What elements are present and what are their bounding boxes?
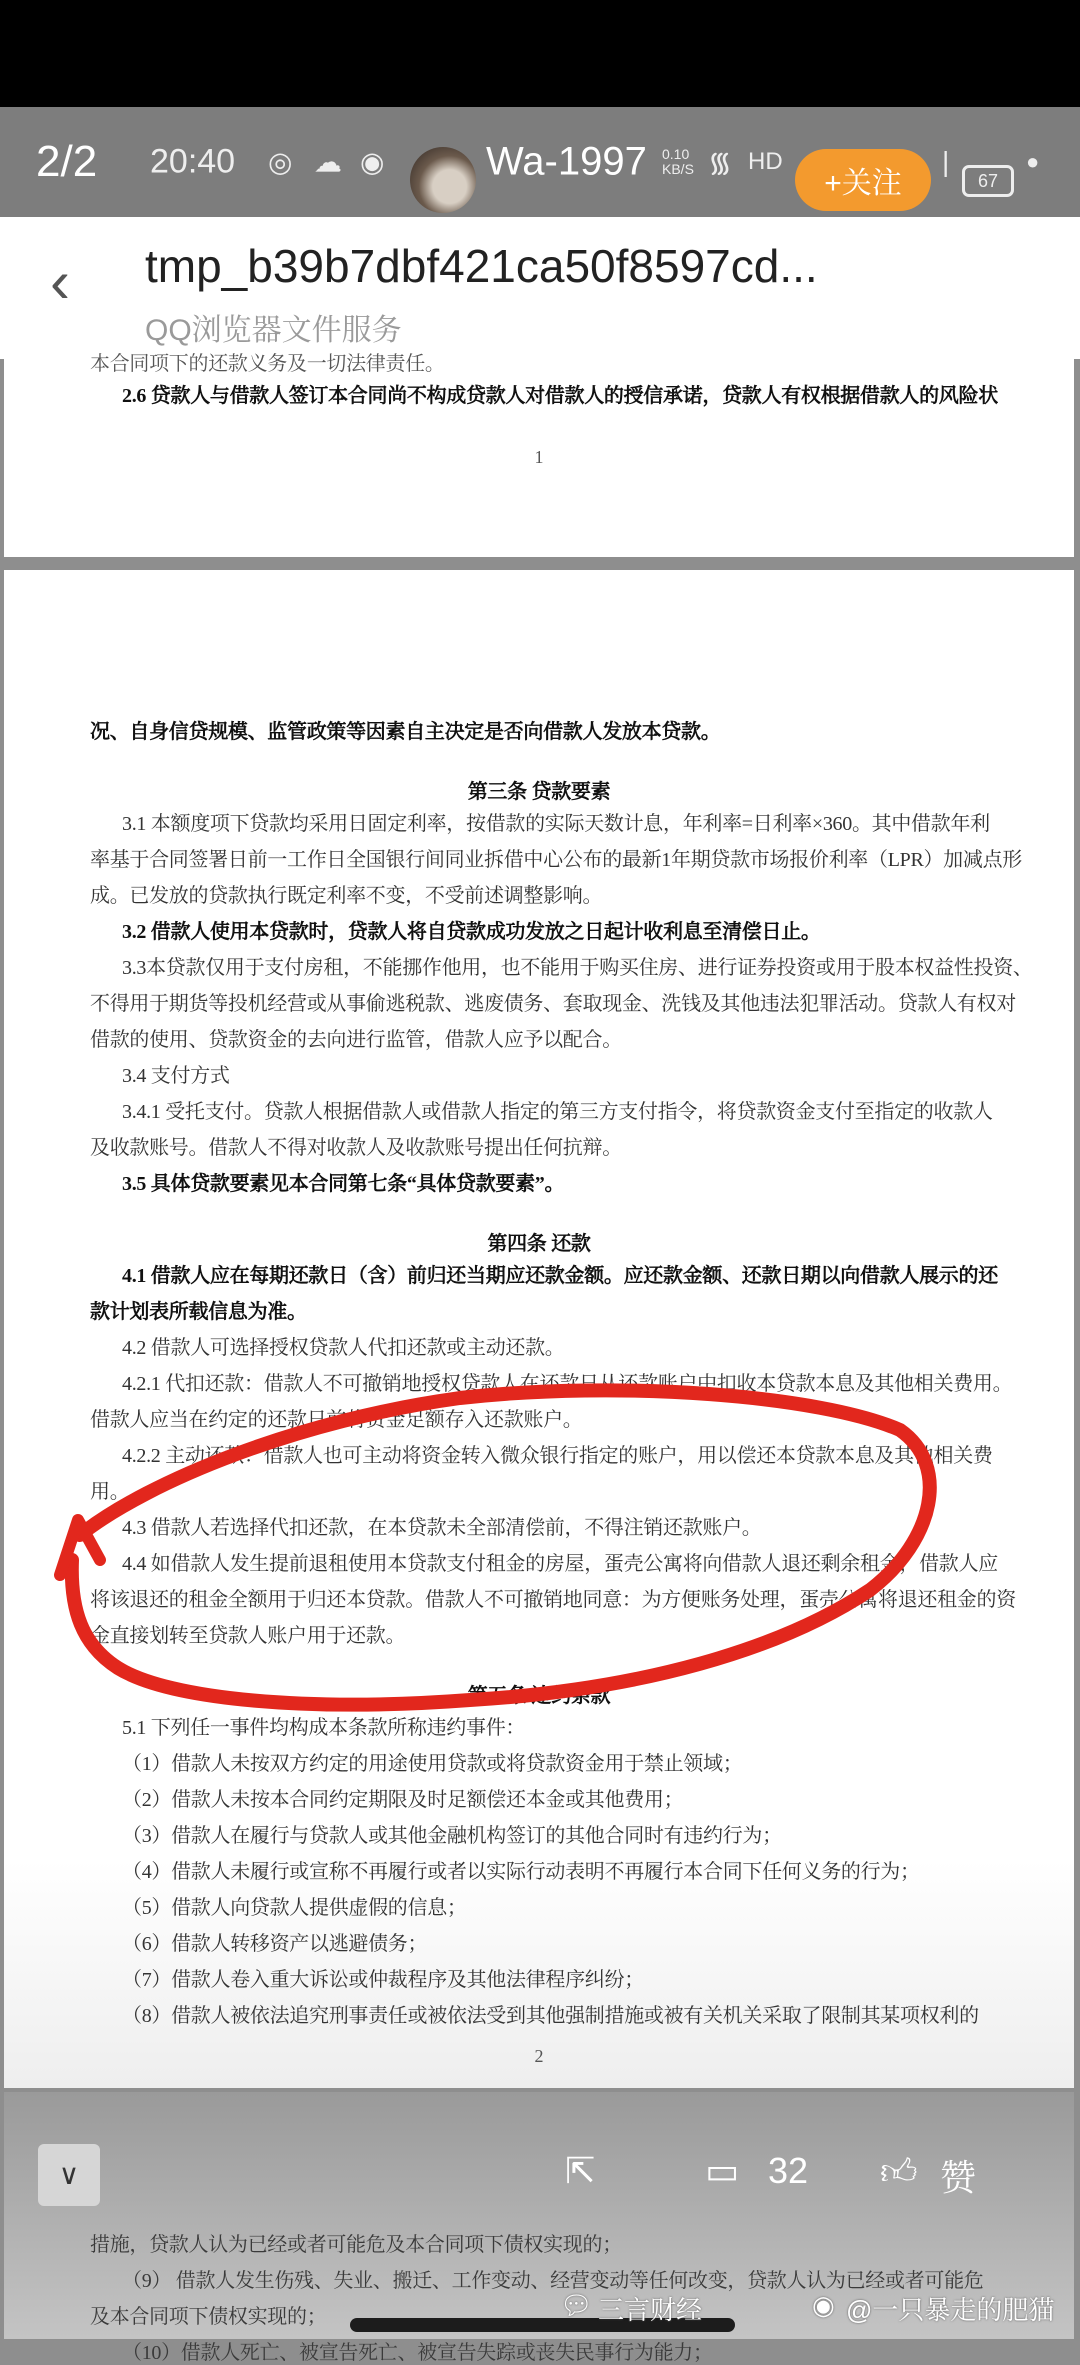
page-line: （8）借款人被依法追究刑事责任或被依法受到其他强制措施或被有关机关采取了限制其某项权利的 [122, 2005, 979, 2027]
page-number: 2 [534, 2046, 544, 2066]
browser-header [0, 217, 1080, 359]
page-line: 3.5 具体贷款要素见本合同第七条“具体贷款要素”。 [122, 1173, 565, 1195]
page-line: 4.4 如借款人发生提前退租使用本贷款支付租金的房屋，蛋壳公寓将向借款人退还剩余租金，借款人应 [122, 1553, 998, 1575]
avatar[interactable] [410, 147, 476, 213]
weibo-logo-icon: ◉ [812, 2290, 835, 2320]
net-speed: 0.10 KB/S [662, 146, 694, 177]
section-heading: 第五条 违约条款 [467, 1685, 611, 1707]
clock: 20:40 [150, 142, 236, 181]
section-heading: 第三条 贷款要素 [467, 781, 611, 803]
page-line: 4.3 借款人若选择代扣还款，在本贷款未全部清偿前，不得注销还款账户。 [122, 1517, 762, 1539]
page-line: 3.2 借款人使用本贷款时，贷款人将自贷款成功发放之日起计收利息至清偿日止。 [122, 921, 821, 943]
page-line: 5.1 下列任一事件均构成本条款所称违约事件： [122, 1717, 526, 1739]
network-type: HD [748, 148, 783, 175]
page-line: 4.2.2 主动还款：借款人也可主动将资金转入微众银行指定的账户，用以偿还本贷款本息及其他相关费 [122, 1445, 993, 1467]
follow-button[interactable]: +关注 [795, 149, 931, 211]
document-page-1 [4, 353, 1074, 557]
page-line: 3.4.1 受托支付。贷款人根据借款人或借款人指定的第三方支付指令，将贷款资金支付至指定的收款人 [122, 1101, 993, 1123]
weibo-notification-icon: ◎ [268, 146, 293, 178]
dot-icon: ● [1026, 149, 1040, 174]
page-line: （2）借款人未按本合同约定期限及时足额偿还本金或其他费用； [122, 1789, 684, 1811]
file-service-subtitle: QQ浏览器文件服务 [145, 314, 402, 347]
page-line: 金直接划转至贷款人账户用于还款。 [90, 1625, 406, 1647]
weibo-icon: ◉ [360, 146, 385, 178]
signal-icon: | [942, 146, 950, 177]
page-line: 将该退还的租金全额用于归还本贷款。借款人不可撤销地同意：为方便账务处理，蛋壳公寓将退还租金的资 [90, 1589, 1016, 1611]
page-line: （4）借款人未履行或宣称不再履行或者以实际行动表明不再履行本合同下任何义务的行为； [122, 1861, 920, 1883]
watermark-weibo: @一只暴走的肥猫 [846, 2295, 1055, 2325]
watermark-wechat: 三言财经 [598, 2295, 703, 2325]
page-line: 4.2 借款人可选择授权贷款人代扣还款或主动还款。 [122, 1337, 565, 1359]
page-line: 4.1 借款人应在每期还款日（含）前归还当期应还款金额。应还款金额、还款日期以向借款人展示的还 [122, 1265, 998, 1287]
file-title: tmp_b39b7dbf421ca50f8597cd... [145, 240, 818, 292]
page-line: （9） 借款人发生伤残、失业、搬迁、工作变动、经营变动等任何改变，贷款人认为已经或者可能危 [122, 2270, 984, 2292]
section-heading: 第四条 还款 [487, 1233, 591, 1255]
page-line: （5）借款人向贷款人提供虚假的信息； [122, 1897, 467, 1919]
page-line: （1）借款人未按双方约定的用途使用贷款或将贷款资金用于禁止领域； [122, 1753, 743, 1775]
top-black-band [0, 0, 1080, 107]
page-line: （3）借款人在履行与贷款人或其他金融机构签订的其他合同时有违约行为； [122, 1825, 782, 1847]
collapse-button[interactable] [38, 2144, 100, 2206]
thumbs-up-icon[interactable]: 👍︎ [880, 2151, 918, 2192]
image-counter: 2/2 [36, 137, 98, 186]
wifi-icon: ᯾ [708, 147, 732, 178]
page-line: 及收款账号。借款人不得对收款人及收款账号提出任何抗辩。 [90, 1137, 622, 1159]
page-line: 4.2.1 代扣还款：借款人不可撤销地授权贷款人在还款日从还款账户中扣收本贷款本息及其他相关费用。 [122, 1373, 1013, 1395]
back-arrow-icon[interactable]: ‹ [50, 248, 70, 315]
share-icon[interactable]: ⇱ [565, 2150, 596, 2191]
page-line: （6）借款人转移资产以逃避债务； [122, 1933, 428, 1955]
page-line: 3.1 本额度项下贷款均采用日固定利率，按借款的实际天数计息，年利率=日利率×360。其中借款年利 [122, 813, 990, 835]
page-line: 率基于合同签署日前一工作日全国银行间同业拆借中心公布的最新1年期贷款市场报价利率（LPR）加减点形 [90, 849, 1022, 871]
page-line: 不得用于期货等投机经营或从事偷逃税款、逃废债务、套取现金、洗钱及其他违法犯罪活动。贷款人有权对 [90, 993, 1016, 1015]
page-line: 况、自身信贷规模、监管政策等因素自主决定是否向借款人发放本贷款。 [90, 721, 721, 743]
page-line: 3.3本贷款仅用于支付房租，不能挪作他用，也不能用于购买住房、进行证券投资或用于股本权益性投资、 [122, 957, 1033, 979]
page-line: 及本合同项下债权实现的； [90, 2306, 327, 2328]
battery-icon: 67 [962, 165, 1014, 197]
page-line: 措施，贷款人认为已经或者可能危及本合同项下债权实现的； [90, 2234, 622, 2256]
page-line: 款计划表所载信息为准。 [90, 1301, 307, 1323]
page-line: 借款人应当在约定的还款日前将资金足额存入还款账户。 [90, 1409, 583, 1431]
comment-icon[interactable]: ▭ [705, 2150, 740, 2191]
document-page-2 [4, 570, 1074, 2088]
wechat-logo-icon: 💬︎ [560, 2290, 594, 2320]
wechat-icon: ☁ [314, 146, 342, 178]
comment-count[interactable]: 32 [768, 2150, 809, 2191]
like-button[interactable]: 赞 [940, 2157, 977, 2198]
status-overlay-bar [0, 107, 1080, 217]
page-line: 本合同项下的还款义务及一切法律责任。 [90, 353, 445, 375]
page-line: 2.6 贷款人与借款人签订本合同尚不构成贷款人对借款人的授信承诺，贷款人有权根据借款人的风险状 [122, 385, 998, 407]
page-line: （10）借款人死亡、被宣告死亡、被宣告失踪或丧失民事行为能力； [122, 2342, 713, 2364]
page-line: 用。 [90, 1481, 130, 1503]
page-line: 成。已发放的贷款执行既定利率不变，不受前述调整影响。 [90, 885, 603, 907]
page-line: 3.4 支付方式 [122, 1065, 230, 1087]
page-line: （7）借款人卷入重大诉讼或仲裁程序及其他法律程序纠纷； [122, 1969, 644, 1991]
page-line: 借款的使用、贷款资金的去向进行监管，借款人应予以配合。 [90, 1029, 622, 1051]
chevron-down-icon: ∨ [58, 2160, 80, 2191]
username[interactable]: Wa-1997 [486, 139, 647, 184]
page-number: 1 [534, 447, 544, 467]
